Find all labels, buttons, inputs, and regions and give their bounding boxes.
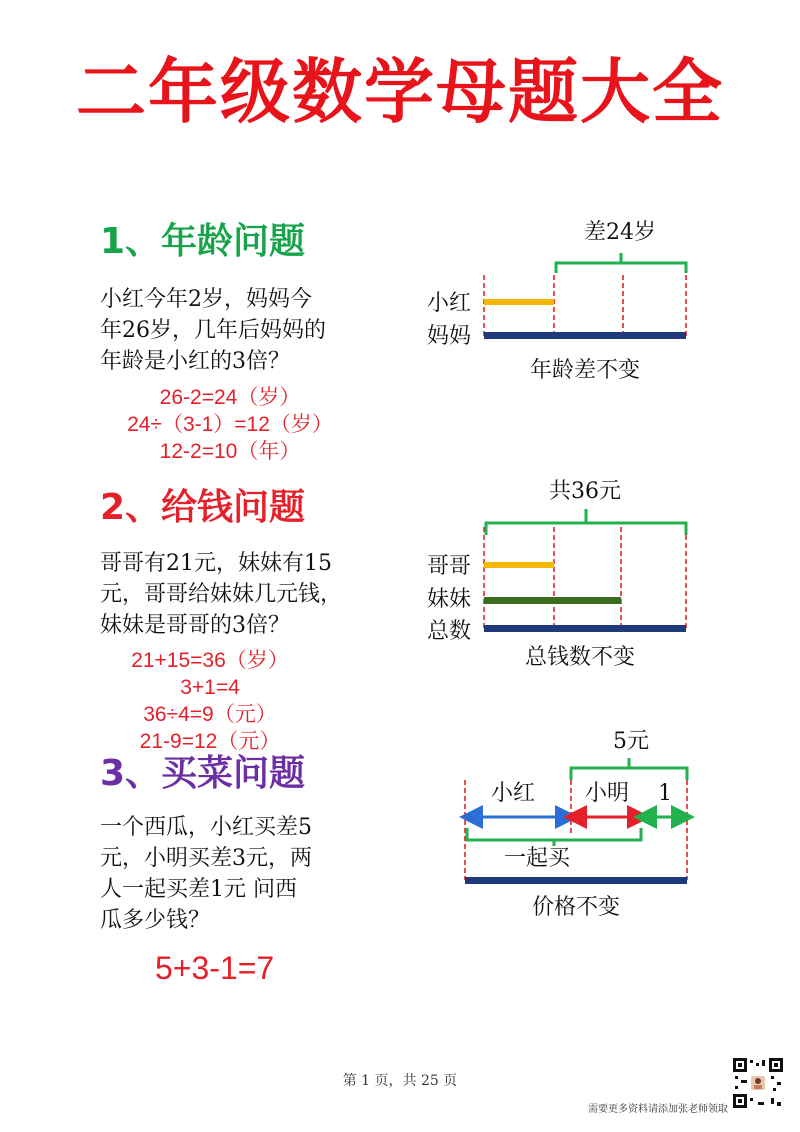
bracket-label: 差24岁 — [584, 220, 656, 245]
row-label: 妹妹 — [427, 587, 472, 612]
problem-line: 人一起买差1元 问西 — [100, 877, 297, 902]
page-footer: 第 1 页，共 25 页 — [342, 1073, 458, 1089]
problem-line: 年26岁，几年后妈妈的 — [100, 318, 326, 343]
bracket-label: 5元 — [613, 729, 649, 754]
age-diagram — [420, 215, 720, 390]
row-label: 小红 — [427, 291, 472, 316]
buying-diagram — [455, 722, 705, 932]
segment-label: 小红 — [490, 781, 536, 806]
problem-line: 小红今年2岁，妈妈今 — [100, 287, 312, 312]
problem-line: 元，小明买差3元，两 — [100, 846, 312, 871]
page-title: 二年级数学母题大全 — [76, 51, 724, 133]
section-3-solution: 5+3-1=7 — [155, 950, 275, 986]
section-2-problem — [100, 548, 342, 641]
problem-line: 妹妹是哥哥的3倍？ — [100, 613, 290, 638]
section-3-problem — [100, 812, 312, 936]
diagram-caption: 年龄差不变 — [529, 358, 641, 383]
gege-bar — [484, 562, 554, 568]
total-bar — [484, 625, 686, 632]
problem-line: 元，哥哥给妹妹几元钱， — [100, 582, 343, 607]
meimei-bar — [484, 597, 621, 604]
solution-line: 36÷4=9（元） — [143, 703, 277, 726]
solution-line: 3+1=4 — [180, 676, 240, 699]
qr-code-icon — [733, 1058, 783, 1108]
together-bracket — [467, 828, 641, 846]
together-label: 一起买 — [503, 846, 571, 871]
section-1-solution — [95, 384, 365, 465]
problem-line: 瓜多少钱？ — [100, 908, 211, 933]
five-yuan-bracket — [571, 758, 687, 780]
row-label: 总数 — [427, 619, 472, 644]
problem-line: 一个西瓜，小红买差5 — [100, 815, 312, 840]
solution-line: 21-9=12（元） — [139, 730, 281, 753]
diagram-caption: 价格不变 — [531, 895, 621, 920]
mama-bar — [484, 332, 686, 339]
xiaohong-bar — [484, 299, 554, 305]
footnote: 需要更多资料请添加张老师领取 — [588, 1104, 728, 1115]
difference-bracket — [556, 253, 686, 273]
solution-line: 12-2=10（年） — [159, 440, 301, 463]
total-bracket — [486, 509, 686, 535]
row-label: 哥哥 — [427, 554, 472, 579]
section-2-solution — [95, 647, 325, 755]
segment-label: 1 — [658, 781, 672, 806]
solution-line: 21+15=36（岁） — [131, 649, 289, 672]
diagram-caption: 总钱数不变 — [524, 645, 636, 670]
money-diagram — [420, 475, 720, 675]
problem-line: 年龄是小红的3倍？ — [100, 349, 290, 374]
solution-line: 24÷（3-1）=12（岁） — [127, 413, 333, 436]
section-1-problem — [100, 284, 326, 377]
section-1-heading: 1、年龄问题 — [100, 221, 306, 262]
segment-label: 小明 — [584, 781, 630, 806]
bracket-label: 共36元 — [549, 479, 621, 504]
section-3-heading: 3、买菜问题 — [100, 753, 306, 794]
problem-line: 哥哥有21元，妹妹有15 — [100, 551, 332, 576]
price-bar — [465, 877, 687, 884]
section-2-heading: 2、给钱问题 — [100, 487, 306, 528]
row-label: 妈妈 — [427, 324, 472, 349]
solution-line: 26-2=24（岁） — [159, 386, 301, 409]
